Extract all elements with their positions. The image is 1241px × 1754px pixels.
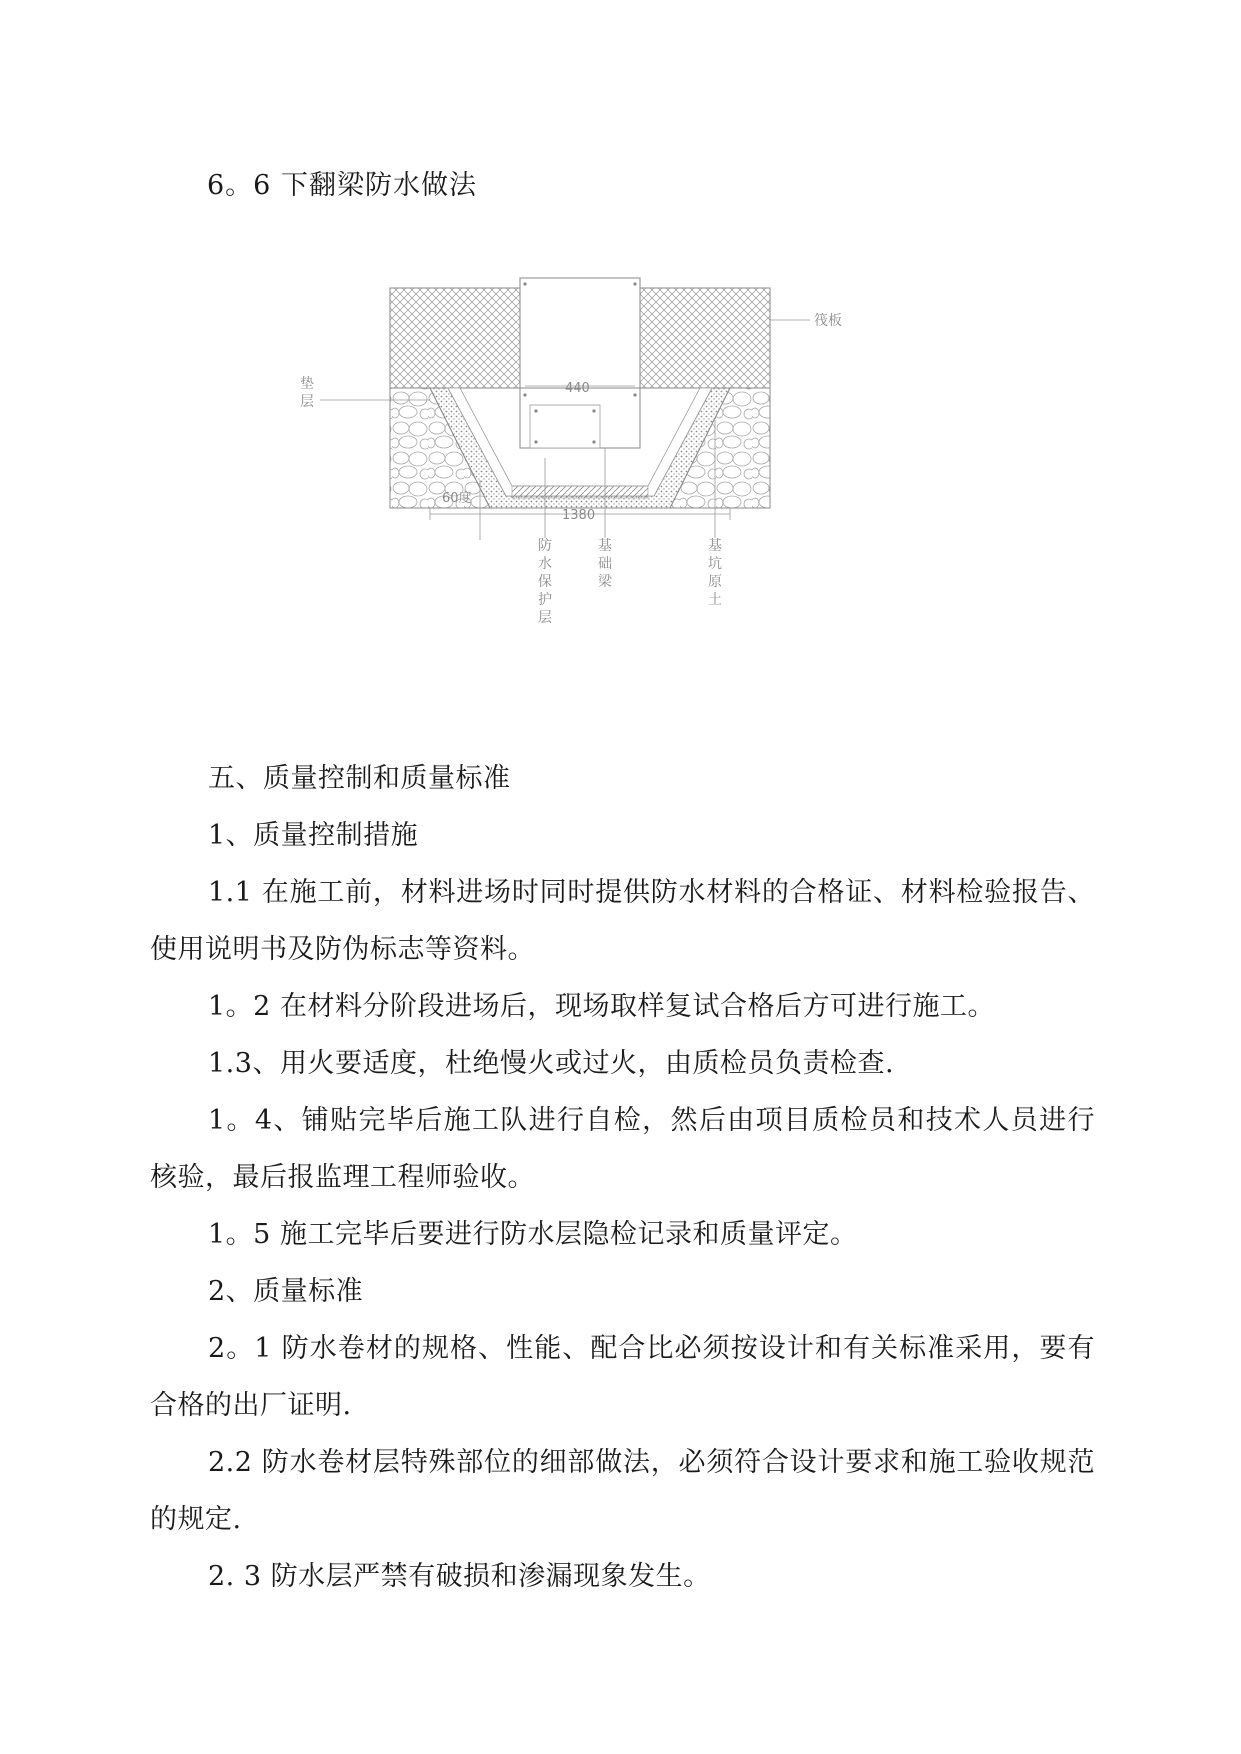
- svg-text:防: 防: [538, 538, 552, 554]
- svg-text:梁: 梁: [598, 574, 612, 590]
- svg-text:坑: 坑: [708, 556, 722, 572]
- label-cushion-1: 垫: [300, 376, 314, 392]
- paragraph: 2. 3 防水层严禁有破损和渗漏现象发生。: [208, 1561, 711, 1592]
- section-title: 五、质量控制和质量标准: [208, 763, 511, 794]
- paragraph: 1。5 施工完毕后要进行防水层隐检记录和质量评定。: [208, 1219, 858, 1250]
- waterproofing-diagram: [300, 270, 920, 710]
- paragraph: 1.1 在施工前，材料进场时同时提供防水材料的合格证、材料检验报告、使用说明书及防伪标志等资料。: [150, 877, 1095, 965]
- svg-text:基: 基: [708, 538, 722, 554]
- svg-text:层: 层: [538, 610, 552, 626]
- body-text: [150, 750, 1095, 1605]
- section-heading: 6。6 下翻梁防水做法: [207, 170, 477, 201]
- paragraph: 2.2 防水卷材层特殊部位的细部做法，必须符合设计要求和施工验收规范的规定.: [150, 1447, 1095, 1535]
- subsection-title: 2、质量标准: [208, 1276, 364, 1307]
- label-raft: 筏板: [814, 313, 842, 329]
- paragraph: 2。1 防水卷材的规格、性能、配合比必须按设计和有关标准采用，要有合格的出厂证明.: [150, 1333, 1095, 1421]
- svg-text:础: 础: [598, 556, 612, 572]
- dim-440: 440: [565, 381, 590, 396]
- dim-angle: 60度: [442, 491, 472, 506]
- paragraph: 1.3、用火要适度，杜绝慢火或过火，由质检员负责检查.: [208, 1048, 895, 1079]
- label-foundation-beam: [598, 537, 613, 590]
- svg-text:保: 保: [538, 574, 552, 590]
- bottom-strip: [512, 486, 648, 498]
- dim-1380: 1380: [562, 508, 596, 523]
- svg-text:土: 土: [708, 592, 722, 608]
- svg-text:原: 原: [708, 574, 722, 590]
- subsection-title: 1、质量控制措施: [208, 820, 419, 851]
- svg-text:基: 基: [598, 538, 612, 554]
- paragraph: 1。4、铺贴完毕后施工队进行自检，然后由项目质检员和技术人员进行核验，最后报监理工程师验收。: [150, 1105, 1095, 1193]
- beam-inner: [530, 405, 600, 448]
- paragraph: 1。2 在材料分阶段进场后，现场取样复试合格后方可进行施工。: [208, 991, 995, 1022]
- label-waterproof-protection: [538, 538, 552, 626]
- label-cushion-2: 层: [300, 394, 314, 410]
- svg-text:水: 水: [538, 556, 552, 572]
- svg-text:护: 护: [538, 592, 552, 608]
- label-pit-soil: [708, 537, 722, 608]
